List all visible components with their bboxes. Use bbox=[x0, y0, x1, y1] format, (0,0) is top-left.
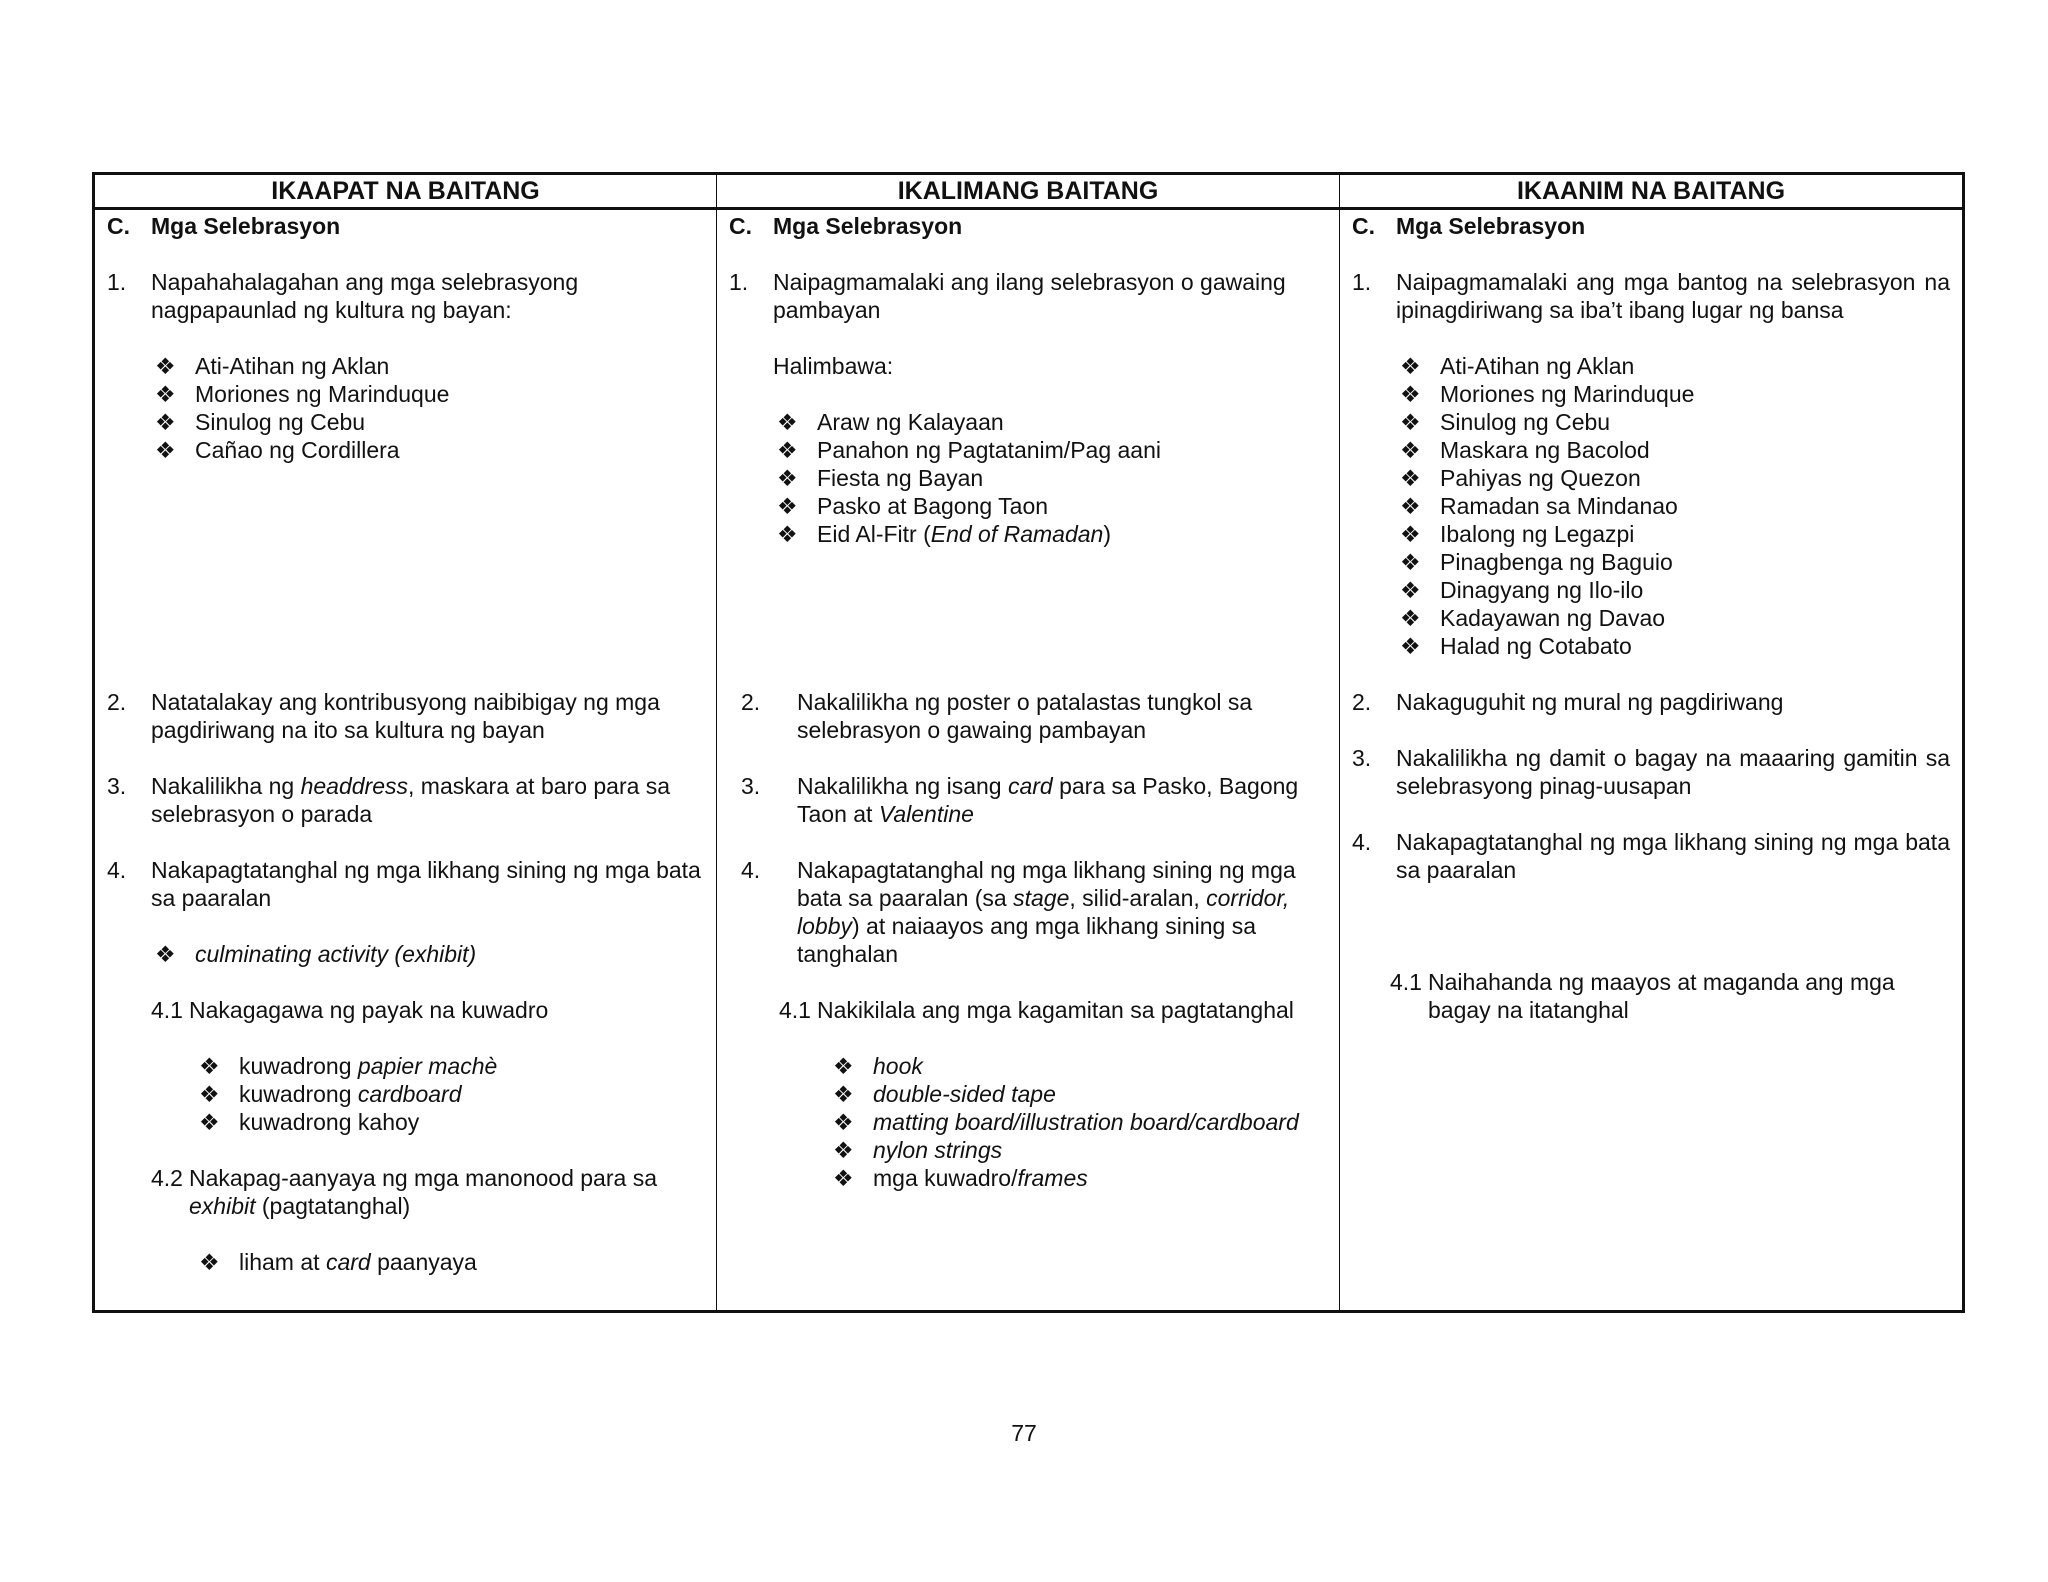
header-grade-6: IKAANIM NA BAITANG bbox=[1340, 174, 1964, 209]
sub-item: 4.1 Nakikilala ang mga kagamitan sa pagtatanghal bbox=[779, 997, 1294, 1023]
bullet-item: ❖ Pahiyas ng Quezon bbox=[1396, 464, 1950, 492]
bullet-item: ❖ Ati-Atihan ng Aklan bbox=[151, 352, 704, 380]
bullet-icon: ❖ bbox=[1400, 437, 1421, 463]
header-grade-5: IKALIMANG BAITANG bbox=[717, 174, 1340, 209]
bullet-item: ❖ Moriones ng Marinduque bbox=[151, 380, 704, 408]
section-heading: C. Mga Selebrasyon bbox=[107, 213, 341, 239]
bullet-item: ❖ Kadayawan ng Davao bbox=[1396, 604, 1950, 632]
bullet-icon: ❖ bbox=[777, 465, 798, 491]
bullet-item: ❖ culminating activity (exhibit) bbox=[151, 940, 704, 968]
bullet-icon: ❖ bbox=[155, 381, 176, 407]
bullet-icon: ❖ bbox=[155, 437, 176, 463]
bullet-icon: ❖ bbox=[155, 941, 176, 967]
page-number: 77 bbox=[1011, 1420, 1037, 1446]
bullet-list bbox=[107, 1248, 704, 1276]
bullet-icon: ❖ bbox=[155, 409, 176, 435]
column-grade-4 bbox=[94, 209, 717, 1312]
bullet-icon: ❖ bbox=[1400, 353, 1421, 379]
bullet-item: ❖ Panahon ng Pagtatanim/Pag aani bbox=[773, 436, 1327, 464]
header-grade-4: IKAAPAT NA BAITANG bbox=[94, 174, 717, 209]
bullet-item: ❖ Pasko at Bagong Taon bbox=[773, 492, 1327, 520]
bullet-icon: ❖ bbox=[199, 1053, 220, 1079]
bullet-item: ❖ Moriones ng Marinduque bbox=[1396, 380, 1950, 408]
list-item: 1. Napahahalagahan ang mga selebrasyong nagpapaunlad ng kultura ng bayan: bbox=[107, 269, 579, 323]
bullet-item: ❖ double-sided tape bbox=[829, 1080, 1327, 1108]
list-item: 2. Natatalakay ang kontribusyong naibibigay ng mga pagdiriwang na ito sa kultura ng bayan bbox=[107, 689, 660, 743]
bullet-icon: ❖ bbox=[1400, 605, 1421, 631]
bullet-item: ❖ Eid Al-Fitr (End of Ramadan) bbox=[773, 520, 1327, 548]
sub-item: 4.1 Naihahanda ng maayos at maganda ang mga bagay na itatanghal bbox=[1390, 969, 1895, 1023]
bullet-list bbox=[107, 940, 704, 968]
list-item: 1. Naipagmamalaki ang ilang selebrasyon o gawaing pambayan bbox=[729, 269, 1286, 323]
list-item: 3. Nakalilikha ng isang card para sa Pasko, Bagong Taon at Valentine bbox=[741, 773, 1299, 827]
bullet-icon: ❖ bbox=[833, 1081, 854, 1107]
bullet-list bbox=[107, 352, 704, 464]
sub-item: 4.1 Nakagagawa ng payak na kuwadro bbox=[151, 997, 549, 1023]
bullet-item: ❖ kuwadrong kahoy bbox=[195, 1108, 704, 1136]
bullet-icon: ❖ bbox=[1400, 549, 1421, 575]
column-grade-6 bbox=[1340, 209, 1964, 1312]
bullet-icon: ❖ bbox=[1400, 381, 1421, 407]
bullet-item: ❖ matting board/illustration board/cardboard bbox=[829, 1108, 1327, 1136]
bullet-item: ❖ Ibalong ng Legazpi bbox=[1396, 520, 1950, 548]
section-heading: C. Mga Selebrasyon bbox=[729, 213, 963, 239]
bullet-item: ❖ kuwadrong cardboard bbox=[195, 1080, 704, 1108]
bullet-item: ❖ Araw ng Kalayaan bbox=[773, 408, 1327, 436]
bullet-item: ❖ Sinulog ng Cebu bbox=[151, 408, 704, 436]
list-item: 3. Nakalilikha ng headdress, maskara at baro para sa selebrasyon o parada bbox=[107, 773, 671, 827]
bullet-item: ❖ kuwadrong papier machè bbox=[195, 1052, 704, 1080]
bullet-icon: ❖ bbox=[199, 1249, 220, 1275]
header-row bbox=[94, 174, 1964, 209]
bullet-item: ❖ nylon strings bbox=[829, 1136, 1327, 1164]
bullet-icon: ❖ bbox=[777, 437, 798, 463]
list-item: 1. Naipagmamalaki ang mga bantog na selebrasyon na ipinagdiriwang sa iba’t ibang lugar ng bansa bbox=[1352, 269, 1950, 323]
bullet-icon: ❖ bbox=[833, 1109, 854, 1135]
bullet-item: ❖ Cañao ng Cordillera bbox=[151, 436, 704, 464]
list-item: 3. Nakalilikha ng damit o bagay na maaaring gamitin sa selebrasyong pinag-uusapan bbox=[1352, 745, 1950, 799]
column-grade-5 bbox=[717, 209, 1340, 1312]
bullet-item: ❖ Maskara ng Bacolod bbox=[1396, 436, 1950, 464]
bullet-item: ❖ Fiesta ng Bayan bbox=[773, 464, 1327, 492]
bullet-item: ❖ Dinagyang ng Ilo-ilo bbox=[1396, 576, 1950, 604]
bullet-icon: ❖ bbox=[777, 521, 798, 547]
bullet-list bbox=[729, 408, 1327, 548]
bullet-item: ❖ Pinagbenga ng Baguio bbox=[1396, 548, 1950, 576]
list-item: 2. Nakalilikha ng poster o patalastas tungkol sa selebrasyon o gawaing pambayan bbox=[741, 689, 1253, 743]
bullet-icon: ❖ bbox=[833, 1053, 854, 1079]
bullet-icon: ❖ bbox=[777, 409, 798, 435]
bullet-icon: ❖ bbox=[1400, 493, 1421, 519]
list-item: 4. Nakapagtatanghal ng mga likhang sining ng mga bata sa paaralan bbox=[1352, 829, 1950, 883]
section-heading: C. Mga Selebrasyon bbox=[1352, 213, 1586, 239]
bullet-item: ❖ mga kuwadro/frames bbox=[829, 1164, 1327, 1192]
bullet-icon: ❖ bbox=[1400, 521, 1421, 547]
bullet-icon: ❖ bbox=[833, 1137, 854, 1163]
bullet-list bbox=[729, 1052, 1327, 1192]
example-label: Halimbawa: bbox=[773, 353, 894, 379]
bullet-icon: ❖ bbox=[777, 493, 798, 519]
bullet-item: ❖ Halad ng Cotabato bbox=[1396, 632, 1950, 660]
bullet-icon: ❖ bbox=[155, 353, 176, 379]
curriculum-table bbox=[92, 172, 1965, 1313]
bullet-item: ❖ Ramadan sa Mindanao bbox=[1396, 492, 1950, 520]
list-item: 4. Nakapagtatanghal ng mga likhang sining ng mga bata sa paaralan (sa stage, silid-aralan, corridor, lobby) at naiaayos ang mga likhang sining sa tanghalan bbox=[741, 857, 1296, 967]
list-item: 2. Nakaguguhit ng mural ng pagdiriwang bbox=[1352, 689, 1784, 715]
bullet-item: ❖ hook bbox=[829, 1052, 1327, 1080]
bullet-item: ❖ Sinulog ng Cebu bbox=[1396, 408, 1950, 436]
sub-item: 4.2 Nakapag-aanyaya ng mga manonood para sa exhibit (pagtatanghal) bbox=[151, 1165, 657, 1219]
list-item: 4. Nakapagtatanghal ng mga likhang sining ng mga bata sa paaralan bbox=[107, 857, 701, 911]
bullet-icon: ❖ bbox=[1400, 633, 1421, 659]
bullet-icon: ❖ bbox=[833, 1165, 854, 1191]
bullet-icon: ❖ bbox=[199, 1081, 220, 1107]
bullet-icon: ❖ bbox=[1400, 409, 1421, 435]
bullet-icon: ❖ bbox=[1400, 577, 1421, 603]
bullet-list bbox=[1352, 352, 1950, 660]
bullet-item: ❖ Ati-Atihan ng Aklan bbox=[1396, 352, 1950, 380]
bullet-icon: ❖ bbox=[1400, 465, 1421, 491]
bullet-icon: ❖ bbox=[199, 1109, 220, 1135]
bullet-list bbox=[107, 1052, 704, 1136]
bullet-item: ❖ liham at card paanyaya bbox=[195, 1248, 704, 1276]
